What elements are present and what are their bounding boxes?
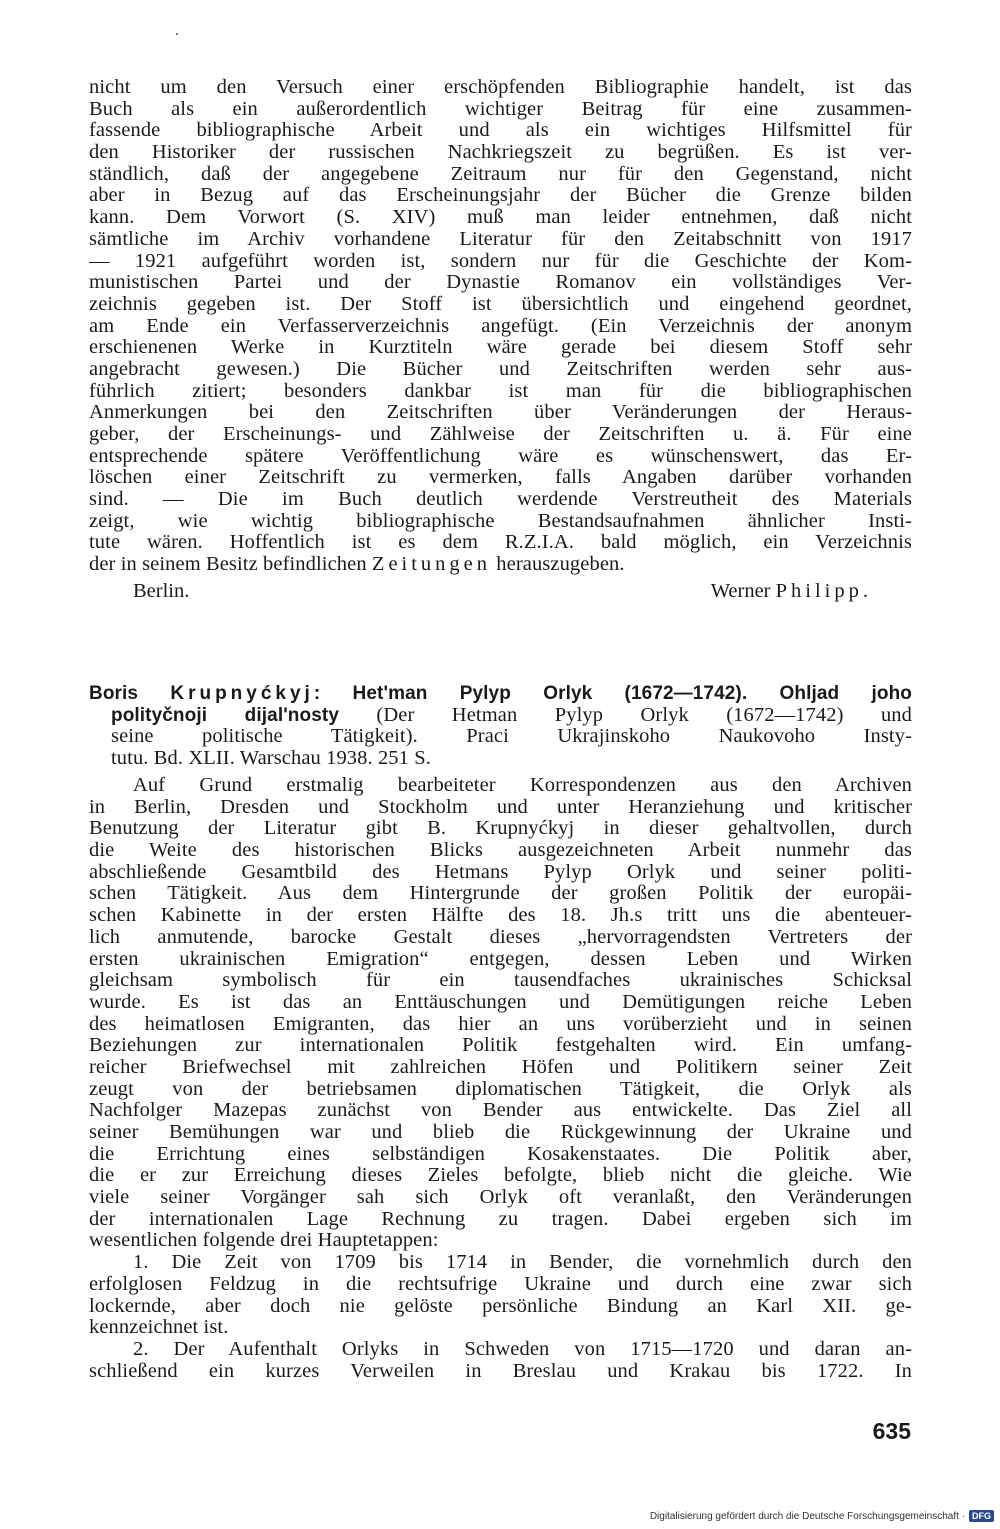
text-line: wesentlichen folgende drei Hauptetappen: — [89, 1230, 439, 1252]
scan-speck — [176, 33, 178, 35]
text-line: angebracht gewesen.) Die Bücher und Zeitschriften werden sehr aus- — [89, 358, 912, 380]
text-line: kann. Dem Vorwort (S. XIV) muß man leider entnehmen, daß nicht — [89, 207, 912, 229]
heading-translation: (Der Hetman Pylyp Orlyk (1672—1742) und — [338, 704, 912, 726]
review-1 — [89, 77, 912, 602]
text-line: entsprechende spätere Veröffentlichung wäre es wünschenswert, das Er- — [89, 445, 912, 467]
text-line: tute wären. Hoffentlich ist es dem R.Z.I.A. bald möglich, ein Verzeichnis — [89, 532, 912, 554]
text-line: viele seiner Vorgänger sah sich Orlyk oft veranlaßt, den Veränderungen — [89, 1187, 912, 1209]
spaced-word: Zeitungen — [371, 554, 492, 576]
text-line: erschienenen Werke in Kurztiteln wäre gerade bei diesem Stoff sehr — [89, 337, 912, 359]
author-last-name: Philipp. — [775, 579, 872, 602]
page-number: 635 — [872, 1418, 911, 1444]
author-first-name: Werner — [710, 579, 776, 602]
text-line: Buch als ein außerordentlich wichtiger Beitrag für eine zusammen- — [89, 98, 912, 120]
text-line: die er zur Erreichung dieses Zieles befolgte, blieb nicht die gleiche. Wie — [89, 1165, 912, 1187]
text-line: sind. — Die im Buch deutlich werdende Verstreutheit des Materials — [89, 489, 912, 511]
text-line-last — [89, 554, 912, 576]
text-line: abschließende Gesamtbild des Hetmans Pylyp Orlyk und seiner politi- — [89, 861, 912, 883]
heading-title: : Het'man Pylyp Orlyk (1672—1742). Ohljad joho — [313, 683, 912, 704]
list-item-line: erfolglosen Feldzug in die rechtsufrige Ukraine und durch eine zwar sich — [89, 1273, 912, 1295]
list-item-line: kennzeichnet ist. — [89, 1317, 229, 1339]
text-fragment: herauszugeben. — [491, 554, 625, 576]
text-line: lich anmutende, barocke Gestalt dieses „hervorragendsten Vertreters der — [89, 926, 912, 948]
footer-text: Digitalisierung gefördert durch die Deutsche Forschungsgemeinschaft · — [649, 1510, 965, 1522]
text-line: ersten ukrainischen Emigration“ entgegen, dessen Leben und Wirken — [89, 948, 912, 970]
text-line: Benutzung der Literatur gibt B. Krupnyćkyj in dieser gehaltvollen, durch — [89, 818, 912, 840]
heading-title-cont: polityčnoji dijal'nosty — [111, 704, 339, 726]
text-line: schen Kabinette in der ersten Hälfte des 18. Jh.s tritt uns die abenteuer- — [89, 905, 912, 927]
text-line: zeugt von der betriebsamen diplomatischen Tätigkeit, die Orlyk als — [89, 1078, 912, 1100]
signoff-author — [711, 580, 872, 602]
heading-line — [89, 683, 912, 705]
text-line: den Historiker der russischen Nachkriegszeit zu begrüßen. Es ist ver- — [89, 142, 912, 164]
review-signoff — [89, 580, 912, 602]
text-line: zeichnis gegeben ist. Der Stoff ist übersichtlich und eingehend geordnet, — [89, 293, 912, 315]
text-line: der internationalen Lage Rechnung zu tragen. Dabei ergeben sich im — [89, 1208, 912, 1230]
text-line: aber in Bezug auf das Erscheinungsjahr der Bücher die Grenze bilden — [89, 185, 912, 207]
text-line: am Ende ein Verfasserverzeichnis angefügt. (Ein Verzeichnis der anonym — [89, 315, 912, 337]
text-line: Anmerkungen bei den Zeitschriften über Veränderungen der Heraus- — [89, 402, 912, 424]
list-item-line: schließend ein kurzes Verweilen in Breslau und Krakau bis 1722. In — [89, 1360, 912, 1382]
text-line: nicht um den Versuch einer erschöpfenden Bibliographie handelt, ist das — [89, 77, 912, 98]
text-line: reicher Briefwechsel mit zahlreichen Höfen und Politikern seiner Zeit — [89, 1056, 912, 1078]
text-line: seiner Bemühungen war und blieb die Rückgewinnung der Ukraine und — [89, 1122, 912, 1143]
heading-line: seine politische Tätigkeit). Praci Ukrajinskoho Naukovoho Insty- — [111, 726, 912, 748]
text-line: zeigt, wie wichtig bibliographische Bestandsaufnahmen ähnlicher Insti- — [89, 510, 912, 532]
list-item-line: lockernde, aber doch nie gelöste persönliche Bindung an Karl XII. ge- — [89, 1295, 912, 1317]
text-line: schen Tätigkeit. Aus dem Hintergrunde der großen Politik der europäi- — [89, 883, 912, 905]
review-2-body — [89, 775, 912, 1382]
text-line: die Weite des historischen Blicks ausgezeichneten Arbeit nunmehr das — [89, 840, 912, 862]
text-line: löschen einer Zeitschrift zu vermerken, falls Angaben darüber vorhanden — [89, 467, 912, 489]
text-line: gleichsam symbolisch für ein tausendfaches ukrainisches Schicksal — [89, 970, 912, 992]
heading-author-last: Krupnyćkyj — [170, 683, 314, 704]
text-line: geber, der Erscheinungs- und Zählweise der Zeitschriften u. ä. Für eine — [89, 424, 912, 445]
text-line: Nachfolger Mazepas zunächst von Bender aus entwickelte. Das Ziel all — [89, 1100, 912, 1122]
text-line: — 1921 aufgeführt worden ist, sondern nur für die Geschichte der Kom- — [89, 250, 912, 272]
text-line: des heimatlosen Emigranten, das hier an uns vorüberzieht und in seinen — [89, 1013, 912, 1035]
heading-line: tutu. Bd. XLII. Warschau 1938. 251 S. — [111, 748, 431, 770]
dfg-logo-icon: DFG — [969, 1510, 994, 1522]
digitization-footer — [650, 1510, 994, 1522]
text-line: in Berlin, Dresden und Stockholm und unter Heranziehung und kritischer — [89, 796, 912, 818]
text-line: ständlich, daß der angegebene Zeitraum nur für den Gegenstand, nicht — [89, 163, 912, 185]
text-line: fassende bibliographische Arbeit und als ein wichtiges Hilfsmittel für — [89, 120, 912, 142]
signoff-city: Berlin. — [133, 579, 190, 602]
list-item-line: 1. Die Zeit von 1709 bis 1714 in Bender, die vornehmlich durch den — [133, 1252, 912, 1274]
text-line: führlich zitiert; besonders dankbar ist man für die bibliographischen — [89, 380, 912, 402]
text-line: Beziehungen zur internationalen Politik festgehalten wird. Ein umfang- — [89, 1035, 912, 1057]
text-line: die Errichtung eines selbständigen Kosakenstaates. Die Politik aber, — [89, 1143, 912, 1165]
heading-line — [89, 705, 912, 727]
text-fragment: der in seinem Besitz befindlichen — [89, 554, 372, 576]
text-line: wurde. Es ist das an Enttäuschungen und Demütigungen reiche Leben — [89, 991, 912, 1013]
text-line: Auf Grund erstmalig bearbeiteter Korrespondenzen aus den Archiven — [133, 775, 912, 796]
text-line: sämtliche im Archiv vorhandene Literatur für den Zeitabschnitt von 1917 — [89, 228, 912, 250]
list-item-line: 2. Der Aufenthalt Orlyks in Schweden von 1715—1720 und daran an- — [133, 1338, 912, 1360]
review-2-heading — [89, 683, 912, 770]
text-line: munistischen Partei und der Dynastie Romanov ein vollständiges Ver- — [89, 272, 912, 294]
heading-author-first: Boris — [89, 683, 171, 704]
